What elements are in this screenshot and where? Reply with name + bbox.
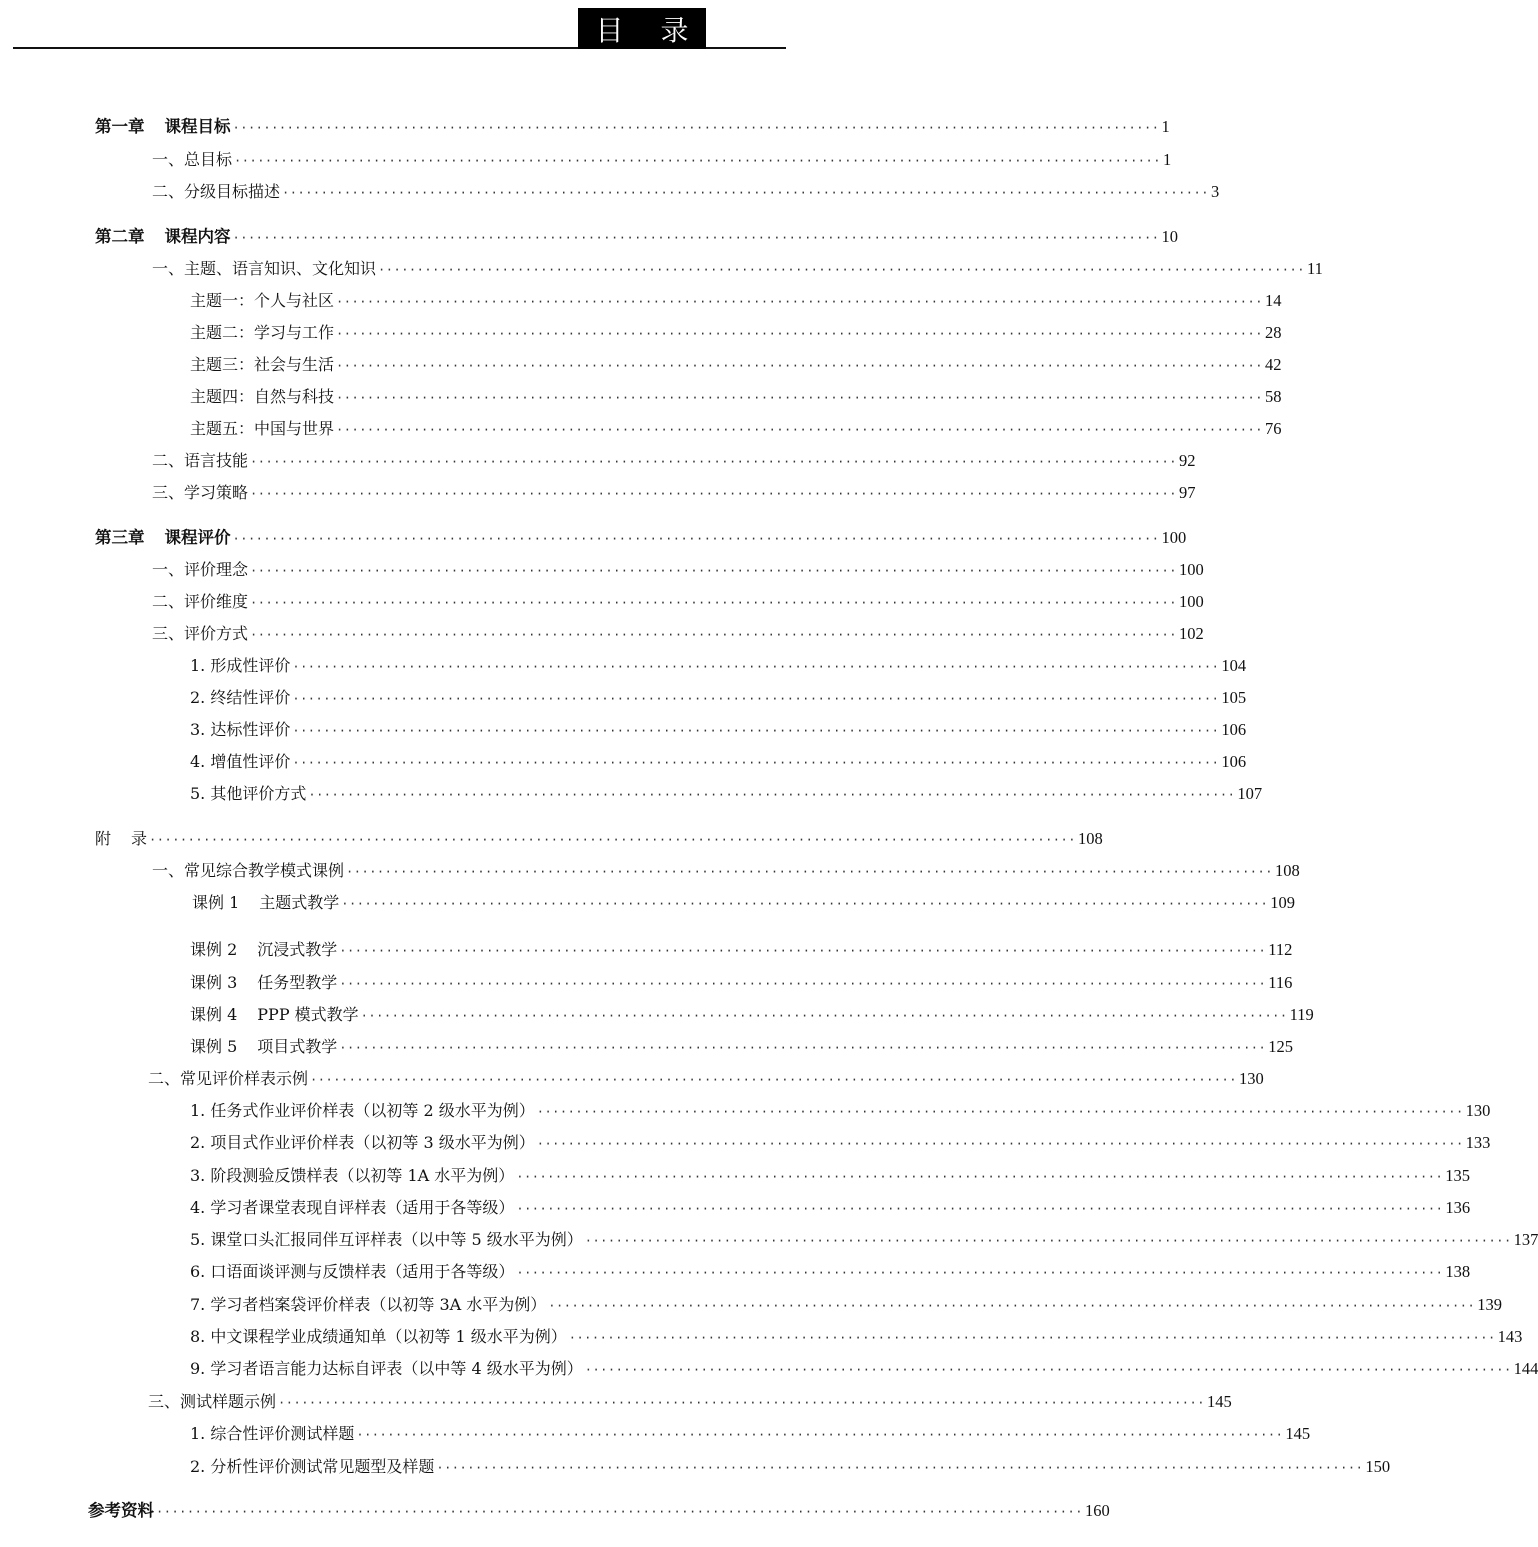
toc-entry-label	[192, 890, 339, 916]
dot-leader: ························································································································	[548, 1299, 1476, 1313]
page-number: 108	[1274, 861, 1300, 880]
dot-leader: ························································································································	[234, 154, 1161, 168]
dot-leader: ························································································································	[292, 756, 1220, 770]
page-number: 100	[1178, 560, 1204, 579]
toc-entry[interactable]	[190, 1034, 1293, 1060]
toc-entry[interactable]	[190, 1098, 1491, 1124]
toc-entry-label	[152, 256, 376, 282]
toc-entry-label	[152, 448, 248, 474]
toc-entry-text: 6. 口语面谈评测与反馈样表（适用于各等级）	[190, 1262, 515, 1281]
page-number: 150	[1365, 1457, 1391, 1476]
page-number: 116	[1268, 973, 1293, 992]
dot-leader: ························································································································	[584, 1234, 1512, 1248]
toc-entry-text: 1. 形成性评价	[190, 656, 291, 675]
toc-entry-text: 一、总目标	[152, 150, 233, 169]
dot-leader: ························································································································	[250, 455, 1177, 469]
dot-leader: ························································································································	[292, 660, 1220, 674]
toc-entry-text: 主题一：个人与社区	[190, 291, 335, 310]
toc-entry[interactable]	[148, 1389, 1232, 1415]
page-number: 106	[1221, 752, 1247, 771]
toc-entry-text: 9. 学习者语言能力达标自评表（以中等 4 级水平为例）	[190, 1359, 583, 1378]
page-number: 11	[1306, 259, 1323, 278]
page-number: 97	[1178, 483, 1196, 502]
toc-entry[interactable]	[190, 1259, 1471, 1285]
toc-entry-text: 二、评价维度	[152, 592, 249, 611]
toc-entry[interactable]	[190, 1195, 1471, 1221]
page-number: 42	[1264, 355, 1282, 374]
toc-entry[interactable]	[190, 1454, 1391, 1480]
toc-entry-label	[190, 1130, 535, 1156]
toc-entry[interactable]	[190, 1227, 1538, 1253]
dot-leader: ························································································································	[339, 944, 1267, 958]
toc-entry-text: 1. 综合性评价测试样题	[190, 1424, 355, 1443]
toc-entry[interactable]	[152, 448, 1196, 474]
dot-leader: ························································································································	[278, 1396, 1205, 1410]
toc-entry[interactable]	[152, 858, 1300, 884]
toc-entry-text: 课例 2	[190, 940, 238, 959]
dot-leader: ························································································································	[156, 1505, 1083, 1519]
toc-entry-label	[152, 147, 232, 173]
page-number: 133	[1465, 1133, 1491, 1152]
toc-entry[interactable]	[152, 480, 1196, 506]
toc-entry-text: 三、学习策略	[152, 483, 249, 502]
toc-entry-label	[152, 589, 248, 615]
toc-entry-label	[152, 621, 248, 647]
toc-entry-label	[190, 1034, 337, 1060]
toc-entry-label	[95, 224, 231, 250]
dot-leader: ························································································································	[536, 1105, 1464, 1119]
toc-entry-label	[190, 1324, 567, 1350]
dot-leader: ························································································································	[232, 121, 1160, 135]
page-number: 14	[1264, 291, 1282, 310]
toc-entry-label	[190, 781, 306, 807]
dot-leader: ························································································································	[341, 897, 1269, 911]
dot-leader: ························································································································	[336, 295, 1263, 309]
toc-entry[interactable]	[190, 781, 1263, 807]
toc-entry[interactable]	[190, 1163, 1470, 1189]
toc-entry-text: 课例 5	[190, 1037, 238, 1056]
toc-entry[interactable]	[152, 179, 1220, 205]
dot-leader: ························································································································	[360, 1009, 1288, 1023]
page-number: 135	[1445, 1166, 1470, 1185]
toc-entry-label	[95, 114, 231, 140]
dot-leader: ························································································································	[292, 724, 1220, 738]
toc-heading: 目 录	[578, 8, 706, 49]
toc-entry[interactable]	[190, 1002, 1314, 1028]
toc-entry-text: 一、主题、语言知识、文化知识	[152, 259, 377, 278]
dot-leader: ························································································································	[232, 231, 1160, 245]
dot-leader: ························································································································	[516, 1170, 1444, 1184]
page-number: 137	[1513, 1230, 1538, 1249]
dot-leader: ························································································································	[336, 327, 1263, 341]
page-number: 28	[1264, 323, 1282, 342]
toc-entry-text: 4. 学习者课堂表现自评样表（适用于各等级）	[190, 1198, 515, 1217]
toc-entry-text: 任务型教学	[257, 973, 338, 992]
toc-entry-text: 课程目标	[164, 117, 231, 136]
toc-entry-text: 参考资料	[88, 1501, 154, 1520]
toc-entry-text: 4. 增值性评价	[190, 752, 291, 771]
page-number: 145	[1206, 1392, 1232, 1411]
toc-entry-label	[190, 1454, 434, 1480]
toc-entry[interactable]	[190, 685, 1247, 711]
toc-entry-label	[190, 1356, 583, 1382]
toc-entry[interactable]	[190, 1292, 1502, 1318]
toc-entry-label	[190, 320, 334, 346]
toc-entry-text: 沉浸式教学	[257, 940, 338, 959]
toc-entry-label	[190, 1421, 354, 1447]
toc-entry[interactable]	[152, 557, 1204, 583]
toc-entry-text: 一、评价理念	[152, 560, 249, 579]
page-number: 130	[1238, 1069, 1264, 1088]
toc-entry[interactable]	[152, 621, 1204, 647]
page-number: 125	[1268, 1037, 1293, 1056]
toc-entry-label	[190, 1098, 535, 1124]
toc-entry-text: 课例 4	[190, 1005, 238, 1024]
toc-entry-text: 主题二：学习与工作	[190, 323, 335, 342]
dot-leader: ························································································································	[250, 564, 1177, 578]
page-number: 109	[1270, 893, 1295, 912]
toc-entry-label	[190, 1002, 359, 1028]
toc-entry-text: 二、常见评价样表示例	[148, 1069, 309, 1088]
page-number: 1	[1161, 117, 1170, 136]
toc-entry-text: 5. 其他评价方式	[190, 784, 307, 803]
toc-entry-label	[190, 970, 337, 996]
toc-entry-label	[88, 1498, 154, 1524]
dot-leader: ························································································································	[336, 391, 1263, 405]
toc-entry[interactable]	[190, 937, 1293, 963]
toc-entry[interactable]	[88, 1498, 1110, 1524]
page-number: 58	[1264, 387, 1282, 406]
toc-entry-label	[190, 1195, 514, 1221]
page-number: 130	[1465, 1101, 1491, 1120]
toc-entry-text: 课程内容	[164, 227, 231, 246]
toc-entry-label	[190, 685, 290, 711]
toc-entry-label	[152, 557, 248, 583]
toc-entry-label	[190, 1259, 514, 1285]
toc-entry-text: 三、评价方式	[152, 624, 249, 643]
toc-entry-text: 二、分级目标描述	[152, 182, 281, 201]
toc-entry-text: 1. 任务式作业评价样表（以初等 2 级水平为例）	[190, 1101, 535, 1120]
page-number: 107	[1237, 784, 1263, 803]
dot-leader: ························································································································	[282, 186, 1209, 200]
page-number: 119	[1289, 1005, 1314, 1024]
dot-leader: ························································································································	[339, 1041, 1267, 1055]
dot-leader: ························································································································	[292, 692, 1220, 706]
dot-leader: ························································································································	[568, 1331, 1496, 1345]
dot-leader: ························································································································	[149, 833, 1076, 847]
toc-entry-label	[148, 1066, 308, 1092]
toc-entry-text: 课例 3	[190, 973, 238, 992]
toc-entry-text: 2. 项目式作业评价样表（以初等 3 级水平为例）	[190, 1133, 535, 1152]
page-number: 1	[1162, 150, 1172, 169]
page-number: 3	[1210, 182, 1220, 201]
toc-entry-text: 第三章	[95, 528, 145, 547]
toc-entry-text: 第一章	[95, 117, 145, 136]
toc-entry[interactable]	[190, 1421, 1311, 1447]
dot-leader: ························································································································	[232, 532, 1160, 546]
toc-entry[interactable]	[152, 147, 1172, 173]
toc-entry[interactable]	[152, 256, 1323, 282]
toc-entry[interactable]	[190, 352, 1282, 378]
toc-entry[interactable]	[148, 1066, 1264, 1092]
page-number: 100	[1178, 592, 1204, 611]
page-number: 104	[1221, 656, 1247, 675]
toc-entry-label	[190, 416, 334, 442]
toc-entry-text: 2. 分析性评价测试常见题型及样题	[190, 1457, 435, 1476]
toc-entry[interactable]	[190, 1130, 1491, 1156]
toc-entry-label	[190, 1292, 546, 1318]
dot-leader: ························································································································	[346, 865, 1273, 879]
toc-entry-label	[152, 858, 344, 884]
page-number: 76	[1264, 419, 1282, 438]
dot-leader: ························································································································	[250, 628, 1177, 642]
toc-entry[interactable]	[95, 826, 1103, 852]
page-number: 143	[1497, 1327, 1523, 1346]
page-number: 145	[1285, 1424, 1311, 1443]
toc-entry[interactable]	[190, 384, 1282, 410]
toc-entry-text: 附	[95, 829, 112, 848]
toc-entry-label	[95, 826, 147, 852]
toc-entry-text: 2. 终结性评价	[190, 688, 291, 707]
toc-entry-text: 一、常见综合教学模式课例	[152, 861, 345, 880]
toc-entry-text: PPP 模式教学	[257, 1005, 359, 1024]
toc-entry-label	[148, 1389, 276, 1415]
page-number: 10	[1161, 227, 1178, 246]
toc-entry-text: 3. 阶段测验反馈样表（以初等 1A 水平为例）	[190, 1166, 515, 1185]
dot-leader: ························································································································	[536, 1137, 1464, 1151]
toc-entry-label	[190, 352, 334, 378]
toc-entry-label	[190, 717, 290, 743]
toc-entry-label	[190, 288, 334, 314]
toc-entry-label	[190, 749, 290, 775]
toc-entry[interactable]	[95, 525, 1187, 551]
page-number: 112	[1268, 940, 1293, 959]
toc-entry[interactable]	[190, 416, 1282, 442]
toc-entry[interactable]	[190, 320, 1282, 346]
toc-entry-text: 课程评价	[164, 528, 231, 547]
toc-entry-label	[190, 1227, 583, 1253]
dot-leader: ························································································································	[250, 487, 1177, 501]
toc-entry-label	[95, 525, 231, 551]
toc-entry[interactable]	[190, 717, 1247, 743]
toc-entry[interactable]	[95, 224, 1178, 250]
dot-leader: ························································································································	[584, 1363, 1512, 1377]
toc-entry-label	[190, 937, 337, 963]
dot-leader: ························································································································	[336, 423, 1263, 437]
toc-entry-label	[190, 384, 334, 410]
dot-leader: ························································································································	[310, 1073, 1237, 1087]
dot-leader: ························································································································	[356, 1428, 1284, 1442]
page-number: 160	[1084, 1501, 1110, 1520]
toc-entry-text: 8. 中文课程学业成绩通知单（以初等 1 级水平为例）	[190, 1327, 567, 1346]
dot-leader: ························································································································	[339, 977, 1267, 991]
toc-entry[interactable]	[190, 288, 1282, 314]
toc-entry[interactable]	[190, 1324, 1523, 1350]
toc-entry-label	[190, 653, 290, 679]
page-number: 144	[1513, 1359, 1538, 1378]
page-number: 105	[1221, 688, 1247, 707]
page-number: 138	[1445, 1262, 1471, 1281]
page-number: 106	[1221, 720, 1247, 739]
dot-leader: ························································································································	[250, 596, 1177, 610]
toc-entry-label	[152, 480, 248, 506]
toc-entry[interactable]	[190, 970, 1293, 996]
dot-leader: ························································································································	[436, 1461, 1364, 1475]
toc-entry-text: 3. 达标性评价	[190, 720, 291, 739]
toc-entry[interactable]	[152, 589, 1204, 615]
toc-entry-text: 主题式教学	[259, 893, 340, 912]
page-number: 102	[1178, 624, 1204, 643]
toc-entry-text: 主题四：自然与科技	[190, 387, 335, 406]
toc-entry[interactable]	[95, 114, 1170, 140]
dot-leader: ························································································································	[378, 263, 1305, 277]
toc-entry-text: 二、语言技能	[152, 451, 249, 470]
toc-entry-text: 项目式教学	[257, 1037, 338, 1056]
toc-entry-text: 三、测试样题示例	[148, 1392, 277, 1411]
dot-leader: ························································································································	[516, 1202, 1444, 1216]
dot-leader: ························································································································	[336, 359, 1263, 373]
toc-entry-label	[190, 1163, 514, 1189]
toc-entry-label	[152, 179, 280, 205]
toc-entry-text: 主题五：中国与世界	[190, 419, 335, 438]
toc-entry[interactable]	[192, 890, 1295, 916]
toc-entry[interactable]	[190, 1356, 1538, 1382]
toc-entry-text: 主题三：社会与生活	[190, 355, 335, 374]
page-number: 139	[1477, 1295, 1502, 1314]
page-number: 108	[1077, 829, 1103, 848]
toc-entry[interactable]	[190, 749, 1247, 775]
toc-entry-text: 5. 课堂口头汇报同伴互评样表（以中等 5 级水平为例）	[190, 1230, 583, 1249]
dot-leader: ························································································································	[308, 788, 1236, 802]
toc-entry[interactable]	[190, 653, 1247, 679]
dot-leader: ························································································································	[516, 1266, 1444, 1280]
toc-entry-text: 课例 1	[192, 893, 240, 912]
page-number: 100	[1161, 528, 1187, 547]
toc-entry-text: 第二章	[95, 227, 145, 246]
toc-entry-text: 录	[131, 829, 148, 848]
toc-entry-text: 7. 学习者档案袋评价样表（以初等 3A 水平为例）	[190, 1295, 547, 1314]
page-number: 92	[1178, 451, 1196, 470]
page-number: 136	[1445, 1198, 1471, 1217]
